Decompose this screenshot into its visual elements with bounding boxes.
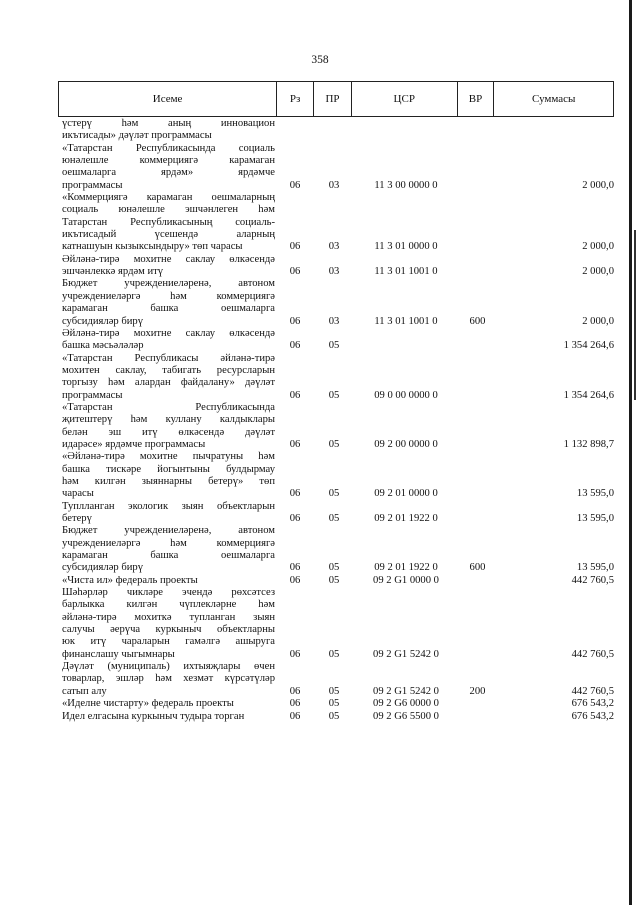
row-name-line: башка мәсьәләләр xyxy=(62,340,144,352)
row-rz: 06 xyxy=(289,574,301,586)
row-name xyxy=(62,278,275,327)
row-rz: 06 xyxy=(289,648,301,660)
row-name-line: учреждениеләргә һәм коммерциягә xyxy=(62,290,275,302)
row-name-line: субсидияләр бирү xyxy=(62,315,143,327)
row-vr xyxy=(459,575,496,587)
row-sum: 2 000,0 xyxy=(582,315,614,327)
page-edge-line xyxy=(629,0,632,905)
row-name-line: «Татарстан Республикасы әйләнә-тирә xyxy=(62,352,275,364)
row-name-line: Татарстан Республикасының социаль- xyxy=(62,216,275,228)
row-vr xyxy=(459,711,496,723)
row-name-line: юк итү чараларын гамәлгә ашыруга xyxy=(62,636,275,648)
header-name: Исеме xyxy=(59,82,277,116)
row-csr: 09 2 G1 0000 0 xyxy=(373,574,439,586)
row-name xyxy=(62,587,275,661)
row-name-line: учреждениеләргә һәм коммерциягә xyxy=(62,537,275,549)
row-pr xyxy=(315,130,353,142)
row-name-line: Бюджет учреждениеләренә, автоном xyxy=(62,278,275,290)
header-vr: ВР xyxy=(458,82,495,116)
table-row xyxy=(62,328,614,353)
row-pr: 05 xyxy=(328,389,340,401)
row-name-line: «Иделне чистарту» федераль проекты xyxy=(62,698,234,710)
row-vr xyxy=(459,241,496,253)
row-name-line: оешмаларга ярдәм» ярдәмче xyxy=(62,167,275,179)
row-name-line: башка тискәре йогынтыны булдырмау xyxy=(62,463,275,475)
row-pr: 05 xyxy=(328,562,340,574)
row-sum: 2 000,0 xyxy=(582,241,614,253)
table-row xyxy=(62,254,614,279)
row-name-line: идарәсе» ярдәмче программасы xyxy=(62,438,206,450)
row-rz: 06 xyxy=(289,513,301,524)
row-pr: 05 xyxy=(328,438,340,450)
row-name-line: Шәһәрләр чикләре эчендә рөхсәтсез xyxy=(62,587,275,599)
row-name-line: программасы xyxy=(62,389,123,401)
row-name xyxy=(62,575,275,587)
row-rz: 06 xyxy=(289,315,301,327)
row-pr: 05 xyxy=(328,698,340,710)
row-name xyxy=(62,143,275,192)
row-sum: 13 595,0 xyxy=(576,562,614,574)
row-pr: 05 xyxy=(328,340,340,352)
row-name-line: үстерү һәм аның инновацион xyxy=(62,118,275,129)
row-name-line: Туплланган экологик зыян объектларын xyxy=(62,500,275,512)
row-name-line: «Татарстан Республикасында социаль xyxy=(62,142,275,154)
row-name-line: Бюджет учреждениеләренә, автоном xyxy=(62,525,275,537)
row-sum: 676 543,2 xyxy=(571,698,614,710)
header-sum: Суммасы xyxy=(532,93,576,105)
row-sum: 442 760,5 xyxy=(571,685,614,697)
table-row xyxy=(62,661,614,698)
row-name-line: Әйләнә-тирә мохитне саклау өлкәсендә xyxy=(62,253,275,265)
row-vr xyxy=(459,390,496,402)
row-name-line: бетерү xyxy=(62,513,92,524)
row-name-line: карамаган башка оешмаларга xyxy=(62,303,275,315)
row-name xyxy=(62,451,275,500)
row-name-line: сатып алу xyxy=(62,685,107,697)
row-rz xyxy=(275,130,315,142)
row-vr xyxy=(459,180,496,192)
table-row xyxy=(62,525,614,574)
row-name-line: белән эш итү өлкәсендә дәүләт xyxy=(62,426,275,438)
row-sum: 1 354 264,6 xyxy=(563,340,614,352)
row-csr: 11 3 01 1001 0 xyxy=(374,266,438,278)
row-rz: 06 xyxy=(289,562,301,574)
row-name-line: җитештерү һәм куллану калдыклары xyxy=(62,414,275,426)
row-csr: 09 2 G1 5242 0 xyxy=(373,648,439,660)
row-vr: 200 xyxy=(469,685,486,697)
row-name xyxy=(62,118,275,143)
row-pr: 03 xyxy=(328,266,340,278)
row-name-line: юнәлешле коммерциягә карамаган xyxy=(62,155,275,167)
row-pr: 05 xyxy=(328,685,340,697)
table-row xyxy=(62,451,614,500)
row-name-line: «Чиста ил» федераль проекты xyxy=(62,574,198,586)
row-name-line: карамаган башка оешмаларга xyxy=(62,550,275,562)
row-csr: 09 2 G1 5242 0 xyxy=(373,685,439,697)
row-name-line: икътисады» дәүләт программасы xyxy=(62,130,212,142)
row-pr: 05 xyxy=(328,710,340,722)
row-name-line: «Әйләнә-тирә мохитне пычратуны һәм xyxy=(62,451,275,463)
row-name-line: субсидияләр бирү xyxy=(62,562,143,574)
row-csr: 09 2 00 0000 0 xyxy=(374,438,438,450)
row-vr: 600 xyxy=(469,315,486,327)
table-row xyxy=(62,711,614,723)
row-sum: 442 760,5 xyxy=(571,648,614,660)
row-sum: 13 595,0 xyxy=(576,513,614,524)
table-row xyxy=(62,402,614,451)
row-name xyxy=(62,192,275,254)
row-name-line: Идел елгасына куркыныч тудыра торган xyxy=(62,710,245,722)
row-csr xyxy=(353,340,459,352)
row-csr: 11 3 01 0000 0 xyxy=(374,241,438,253)
row-rz: 06 xyxy=(289,698,301,710)
row-vr: 600 xyxy=(469,562,486,574)
row-vr xyxy=(459,439,496,451)
row-name xyxy=(62,711,275,723)
row-csr: 11 3 01 1001 0 xyxy=(374,315,438,327)
row-sum xyxy=(496,130,614,142)
row-name-line: эшчәнлеккә ярдәм итү xyxy=(62,266,164,278)
row-name-line: «Коммерциягә карамаган оешмаларның xyxy=(62,192,275,204)
row-csr: 09 2 01 1922 0 xyxy=(374,513,438,524)
table-row xyxy=(62,192,614,254)
table-header xyxy=(58,81,614,117)
row-rz: 06 xyxy=(289,438,301,450)
row-name xyxy=(62,525,275,574)
row-csr: 09 2 01 1922 0 xyxy=(374,562,438,574)
row-csr: 09 2 G6 5500 0 xyxy=(373,710,439,722)
row-name-line: «Татарстан Республикасында xyxy=(62,401,275,413)
table-row xyxy=(62,278,614,327)
table-row xyxy=(62,698,614,710)
header-rz: Рз xyxy=(277,82,314,116)
row-name-line: социаль юнәлешле эшчәнлеген һәм xyxy=(62,204,275,216)
row-name-line: салучы әерүча куркыныч объектларны xyxy=(62,624,275,636)
row-pr: 03 xyxy=(328,179,340,191)
row-pr: 03 xyxy=(328,315,340,327)
row-vr xyxy=(459,649,496,661)
row-pr: 05 xyxy=(328,648,340,660)
row-vr xyxy=(459,266,496,278)
row-name-line: һәм килгән зыяннарны бетерү» төп xyxy=(62,475,275,487)
row-name xyxy=(62,661,275,698)
row-rz: 06 xyxy=(289,685,301,697)
row-sum: 676 543,2 xyxy=(571,710,614,722)
table-row xyxy=(62,353,614,402)
row-name xyxy=(62,328,275,353)
row-pr: 05 xyxy=(328,488,340,500)
row-vr xyxy=(459,698,496,710)
page-edge-mark xyxy=(634,230,636,400)
row-csr: 09 2 G6 0000 0 xyxy=(373,698,439,710)
row-name-line: Дәүләт (муниципаль) ихтыяҗлары өчен xyxy=(62,661,275,673)
row-sum: 1 132 898,7 xyxy=(563,438,614,450)
row-name-line: икътисадый үсешендә аларның xyxy=(62,229,275,241)
row-rz: 06 xyxy=(289,389,301,401)
row-vr xyxy=(459,130,496,142)
row-rz: 06 xyxy=(289,179,301,191)
table-row xyxy=(62,143,614,192)
row-rz: 06 xyxy=(289,241,301,253)
header-pr: ПР xyxy=(314,82,352,116)
row-sum: 2 000,0 xyxy=(582,266,614,278)
row-sum: 442 760,5 xyxy=(571,574,614,586)
table-row xyxy=(62,118,614,143)
table-row xyxy=(62,501,614,526)
row-name-line: товарлар, эшләр һәм хезмәт күрсәтүләр xyxy=(62,673,275,685)
row-vr xyxy=(459,340,496,352)
row-name-line: Әйләнә-тирә мохитне саклау өлкәсендә xyxy=(62,327,275,339)
row-name xyxy=(62,698,275,710)
row-rz: 06 xyxy=(289,340,301,352)
row-pr: 05 xyxy=(328,513,340,524)
row-csr: 09 0 00 0000 0 xyxy=(374,389,438,401)
row-name xyxy=(62,254,275,279)
row-name-line: мохитен саклау, табигать ресурсларын xyxy=(62,364,275,376)
page-number: 358 xyxy=(311,54,329,66)
row-rz: 06 xyxy=(289,266,301,278)
table-body xyxy=(62,118,614,723)
row-name xyxy=(62,402,275,451)
row-name-line: программасы xyxy=(62,179,123,191)
row-sum: 1 354 264,6 xyxy=(563,389,614,401)
table-row xyxy=(62,587,614,661)
row-pr: 03 xyxy=(328,241,340,253)
row-rz: 06 xyxy=(289,488,301,500)
row-name xyxy=(62,353,275,402)
row-name-line: торгызу һәм алардан файдалану» дәүләт xyxy=(62,377,275,389)
row-rz: 06 xyxy=(289,710,301,722)
table-row xyxy=(62,575,614,587)
header-csr: ЦСР xyxy=(352,82,458,116)
row-csr: 09 2 01 0000 0 xyxy=(374,488,438,500)
row-name-line: әйләнә-тирә мохиткә тупланган зыян xyxy=(62,611,275,623)
row-name-line: катнашуын кызыксындыру» төп чарасы xyxy=(62,241,243,253)
row-sum: 2 000,0 xyxy=(582,179,614,191)
row-csr: 11 3 00 0000 0 xyxy=(374,179,438,191)
row-name-line: финанслашу чыгымнары xyxy=(62,648,175,660)
row-csr xyxy=(353,130,459,142)
row-pr: 05 xyxy=(328,574,340,586)
row-vr xyxy=(459,513,496,525)
row-sum: 13 595,0 xyxy=(576,488,614,500)
row-name-line: чарасы xyxy=(62,488,94,500)
row-vr xyxy=(459,488,496,500)
row-name xyxy=(62,501,275,526)
row-name-line: барлыкка килгән чүплекләрне һәм xyxy=(62,599,275,611)
